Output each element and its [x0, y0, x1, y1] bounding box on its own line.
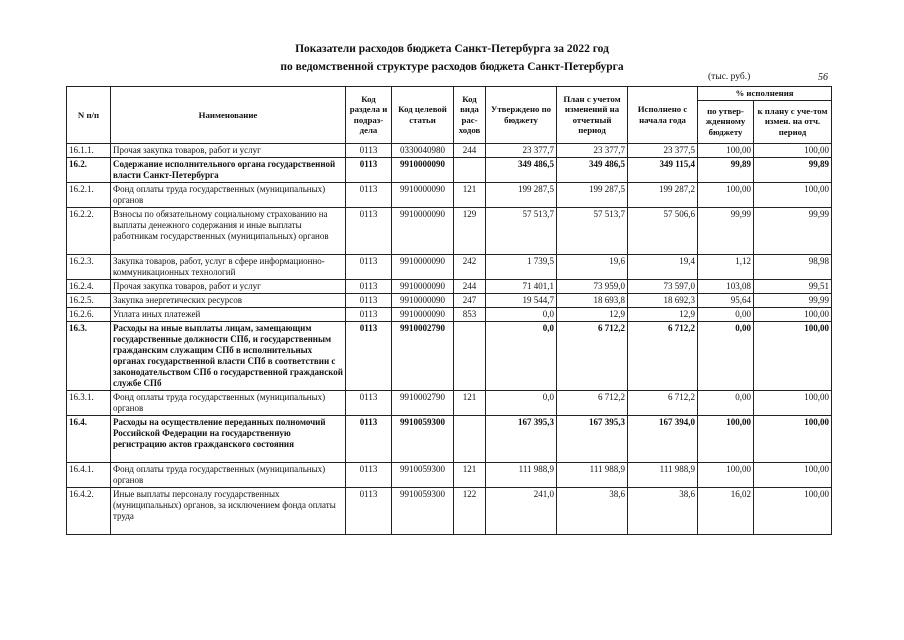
row-target-code: 9910000090 [392, 307, 454, 321]
row-type-code [454, 321, 486, 390]
row-name: Расходы на осуществление переданных полномочий Российской Федерации на государственную регистрацию актов гражданского состояния [111, 415, 346, 462]
row-type-code [454, 157, 486, 182]
row-pct-approved: 0,00 [698, 321, 754, 390]
row-pct-approved: 0,00 [698, 307, 754, 321]
row-target-code: 9910000090 [392, 157, 454, 182]
row-num: 16.2.5. [67, 293, 111, 307]
row-pct-plan: 98,98 [754, 254, 832, 279]
row-approved: 71 401,1 [486, 279, 557, 293]
row-section-code: 0113 [346, 390, 392, 415]
row-type-code: 121 [454, 462, 486, 487]
row-done: 167 394,0 [628, 415, 698, 462]
row-done: 12,9 [628, 307, 698, 321]
row-name: Прочая закупка товаров, работ и услуг [111, 143, 346, 157]
row-type-code: 244 [454, 143, 486, 157]
row-target-code: 9910002790 [392, 390, 454, 415]
row-type-code [454, 415, 486, 462]
page-number: 56 [818, 72, 828, 83]
header-approved: Утверждено по бюджету [486, 87, 557, 144]
row-approved: 199 287,5 [486, 182, 557, 207]
row-pct-plan: 99,51 [754, 279, 832, 293]
row-num: 16.4. [67, 415, 111, 462]
row-section-code: 0113 [346, 157, 392, 182]
row-num: 16.2. [67, 157, 111, 182]
row-target-code: 9910000090 [392, 254, 454, 279]
row-type-code: 129 [454, 207, 486, 254]
row-pct-approved: 100,00 [698, 415, 754, 462]
table-row [67, 462, 832, 487]
row-target-code: 9910059300 [392, 415, 454, 462]
row-pct-plan: 100,00 [754, 143, 832, 157]
report-title [0, 40, 904, 76]
row-approved: 111 988,9 [486, 462, 557, 487]
row-pct-plan: 100,00 [754, 462, 832, 487]
row-target-code: 9910000090 [392, 207, 454, 254]
row-num: 16.2.3. [67, 254, 111, 279]
row-approved: 19 544,7 [486, 293, 557, 307]
report-title-line1: Показатели расходов бюджета Санкт-Петербурга за 2022 год [295, 43, 609, 55]
table-row [67, 143, 832, 157]
budget-table [66, 86, 832, 535]
row-section-code: 0113 [346, 207, 392, 254]
row-name: Содержание исполнительного органа государственной власти Санкт-Петербурга [111, 157, 346, 182]
row-done: 73 597,0 [628, 279, 698, 293]
row-done: 349 115,4 [628, 157, 698, 182]
header-name: Наименование [111, 87, 346, 144]
table-row [67, 487, 832, 534]
row-plan: 6 712,2 [557, 390, 628, 415]
table-row [67, 321, 832, 390]
row-pct-plan: 100,00 [754, 307, 832, 321]
row-section-code: 0113 [346, 321, 392, 390]
table-row [67, 254, 832, 279]
row-name: Прочая закупка товаров, работ и услуг [111, 279, 346, 293]
row-pct-approved: 16,02 [698, 487, 754, 534]
row-type-code: 121 [454, 182, 486, 207]
row-name: Фонд оплаты труда государственных (муниципальных) органов [111, 462, 346, 487]
row-section-code: 0113 [346, 415, 392, 462]
row-done: 19,4 [628, 254, 698, 279]
row-plan: 6 712,2 [557, 321, 628, 390]
row-done: 18 692,3 [628, 293, 698, 307]
header-section-code: Код раздела и подраз-дела [346, 87, 392, 144]
row-num: 16.4.2. [67, 487, 111, 534]
row-num: 16.4.1. [67, 462, 111, 487]
row-done: 57 506,6 [628, 207, 698, 254]
report-title-line2: по ведомственной структуре расходов бюджета Санкт-Петербурга [280, 61, 624, 73]
row-pct-plan: 99,99 [754, 207, 832, 254]
row-name: Фонд оплаты труда государственных (муниципальных) органов [111, 182, 346, 207]
row-name: Расходы на иные выплаты лицам, замещающим государственные должности СПб, и государственным гражданским служащим СПб в исполнительных органах государственной власти СПб в соответствии с законодательством СПб о государственной гражданской службе СПб [111, 321, 346, 390]
row-approved: 0,0 [486, 307, 557, 321]
row-num: 16.2.2. [67, 207, 111, 254]
row-pct-plan: 99,99 [754, 293, 832, 307]
row-target-code: 0330040980 [392, 143, 454, 157]
row-done: 199 287,2 [628, 182, 698, 207]
row-name: Закупка энергетических ресурсов [111, 293, 346, 307]
row-pct-approved: 0,00 [698, 390, 754, 415]
row-pct-plan: 100,00 [754, 390, 832, 415]
row-section-code: 0113 [346, 182, 392, 207]
row-name: Взносы по обязательному социальному страхованию на выплаты денежного содержания и иные выплаты работникам государственных (муниципальных) органов [111, 207, 346, 254]
table-row [67, 293, 832, 307]
row-done: 6 712,2 [628, 390, 698, 415]
row-section-code: 0113 [346, 293, 392, 307]
table-row [67, 157, 832, 182]
row-approved: 1 739,5 [486, 254, 557, 279]
row-section-code: 0113 [346, 487, 392, 534]
row-pct-plan: 100,00 [754, 321, 832, 390]
row-pct-approved: 99,89 [698, 157, 754, 182]
header-num: N п/п [67, 87, 111, 144]
row-type-code: 242 [454, 254, 486, 279]
row-name: Иные выплаты персоналу государственных (муниципальных) органов, за исключением фонда оплаты труда [111, 487, 346, 534]
row-name: Фонд оплаты труда государственных (муниципальных) органов [111, 390, 346, 415]
row-pct-plan: 100,00 [754, 182, 832, 207]
row-type-code: 247 [454, 293, 486, 307]
row-pct-approved: 99,99 [698, 207, 754, 254]
row-pct-approved: 100,00 [698, 182, 754, 207]
row-approved: 241,0 [486, 487, 557, 534]
row-pct-plan: 100,00 [754, 487, 832, 534]
row-approved: 349 486,5 [486, 157, 557, 182]
row-approved: 0,0 [486, 390, 557, 415]
row-section-code: 0113 [346, 143, 392, 157]
row-approved: 57 513,7 [486, 207, 557, 254]
row-plan: 12,9 [557, 307, 628, 321]
row-type-code: 853 [454, 307, 486, 321]
header-type-code: Код вида рас-ходов [454, 87, 486, 144]
row-pct-approved: 1,12 [698, 254, 754, 279]
row-plan: 167 395,3 [557, 415, 628, 462]
row-name: Закупка товаров, работ, услуг в сфере информационно-коммуникационных технологий [111, 254, 346, 279]
row-done: 38,6 [628, 487, 698, 534]
row-target-code: 9910000090 [392, 279, 454, 293]
row-target-code: 9910000090 [392, 293, 454, 307]
row-num: 16.2.4. [67, 279, 111, 293]
row-target-code: 9910059300 [392, 462, 454, 487]
row-plan: 57 513,7 [557, 207, 628, 254]
row-approved: 0,0 [486, 321, 557, 390]
units-label: (тыс. руб.) [708, 72, 751, 82]
row-plan: 111 988,9 [557, 462, 628, 487]
row-num: 16.3. [67, 321, 111, 390]
row-target-code: 9910002790 [392, 321, 454, 390]
table-row [67, 390, 832, 415]
row-section-code: 0113 [346, 307, 392, 321]
row-num: 16.2.6. [67, 307, 111, 321]
header-target-code: Код целевой статьи [392, 87, 454, 144]
row-name: Уплата иных платежей [111, 307, 346, 321]
row-section-code: 0113 [346, 279, 392, 293]
row-type-code: 122 [454, 487, 486, 534]
row-type-code: 244 [454, 279, 486, 293]
row-plan: 73 959,0 [557, 279, 628, 293]
row-plan: 199 287,5 [557, 182, 628, 207]
row-plan: 19,6 [557, 254, 628, 279]
row-plan: 18 693,8 [557, 293, 628, 307]
table-row [67, 279, 832, 293]
row-pct-approved: 100,00 [698, 143, 754, 157]
row-section-code: 0113 [346, 254, 392, 279]
header-plan: План с учетом изменений на отчетный период [557, 87, 628, 144]
row-plan: 349 486,5 [557, 157, 628, 182]
row-num: 16.2.1. [67, 182, 111, 207]
row-pct-approved: 95,64 [698, 293, 754, 307]
row-pct-approved: 100,00 [698, 462, 754, 487]
row-type-code: 121 [454, 390, 486, 415]
row-num: 16.3.1. [67, 390, 111, 415]
row-target-code: 9910000090 [392, 182, 454, 207]
row-approved: 23 377,7 [486, 143, 557, 157]
table-row [67, 207, 832, 254]
row-plan: 23 377,7 [557, 143, 628, 157]
row-approved: 167 395,3 [486, 415, 557, 462]
table-row [67, 307, 832, 321]
table-row [67, 182, 832, 207]
row-num: 16.1.1. [67, 143, 111, 157]
header-pct-group: % исполнения [698, 87, 832, 101]
row-done: 23 377,5 [628, 143, 698, 157]
row-pct-approved: 103,08 [698, 279, 754, 293]
header-pct-approved: по утвер-жденному бюджету [698, 100, 754, 143]
row-done: 6 712,2 [628, 321, 698, 390]
header-done: Исполнено с начала года [628, 87, 698, 144]
row-plan: 38,6 [557, 487, 628, 534]
table-row [67, 415, 832, 462]
row-done: 111 988,9 [628, 462, 698, 487]
row-section-code: 0113 [346, 462, 392, 487]
row-pct-plan: 99,89 [754, 157, 832, 182]
header-pct-plan: к плану с уче-том измен. на отч. период [754, 100, 832, 143]
row-pct-plan: 100,00 [754, 415, 832, 462]
row-target-code: 9910059300 [392, 487, 454, 534]
